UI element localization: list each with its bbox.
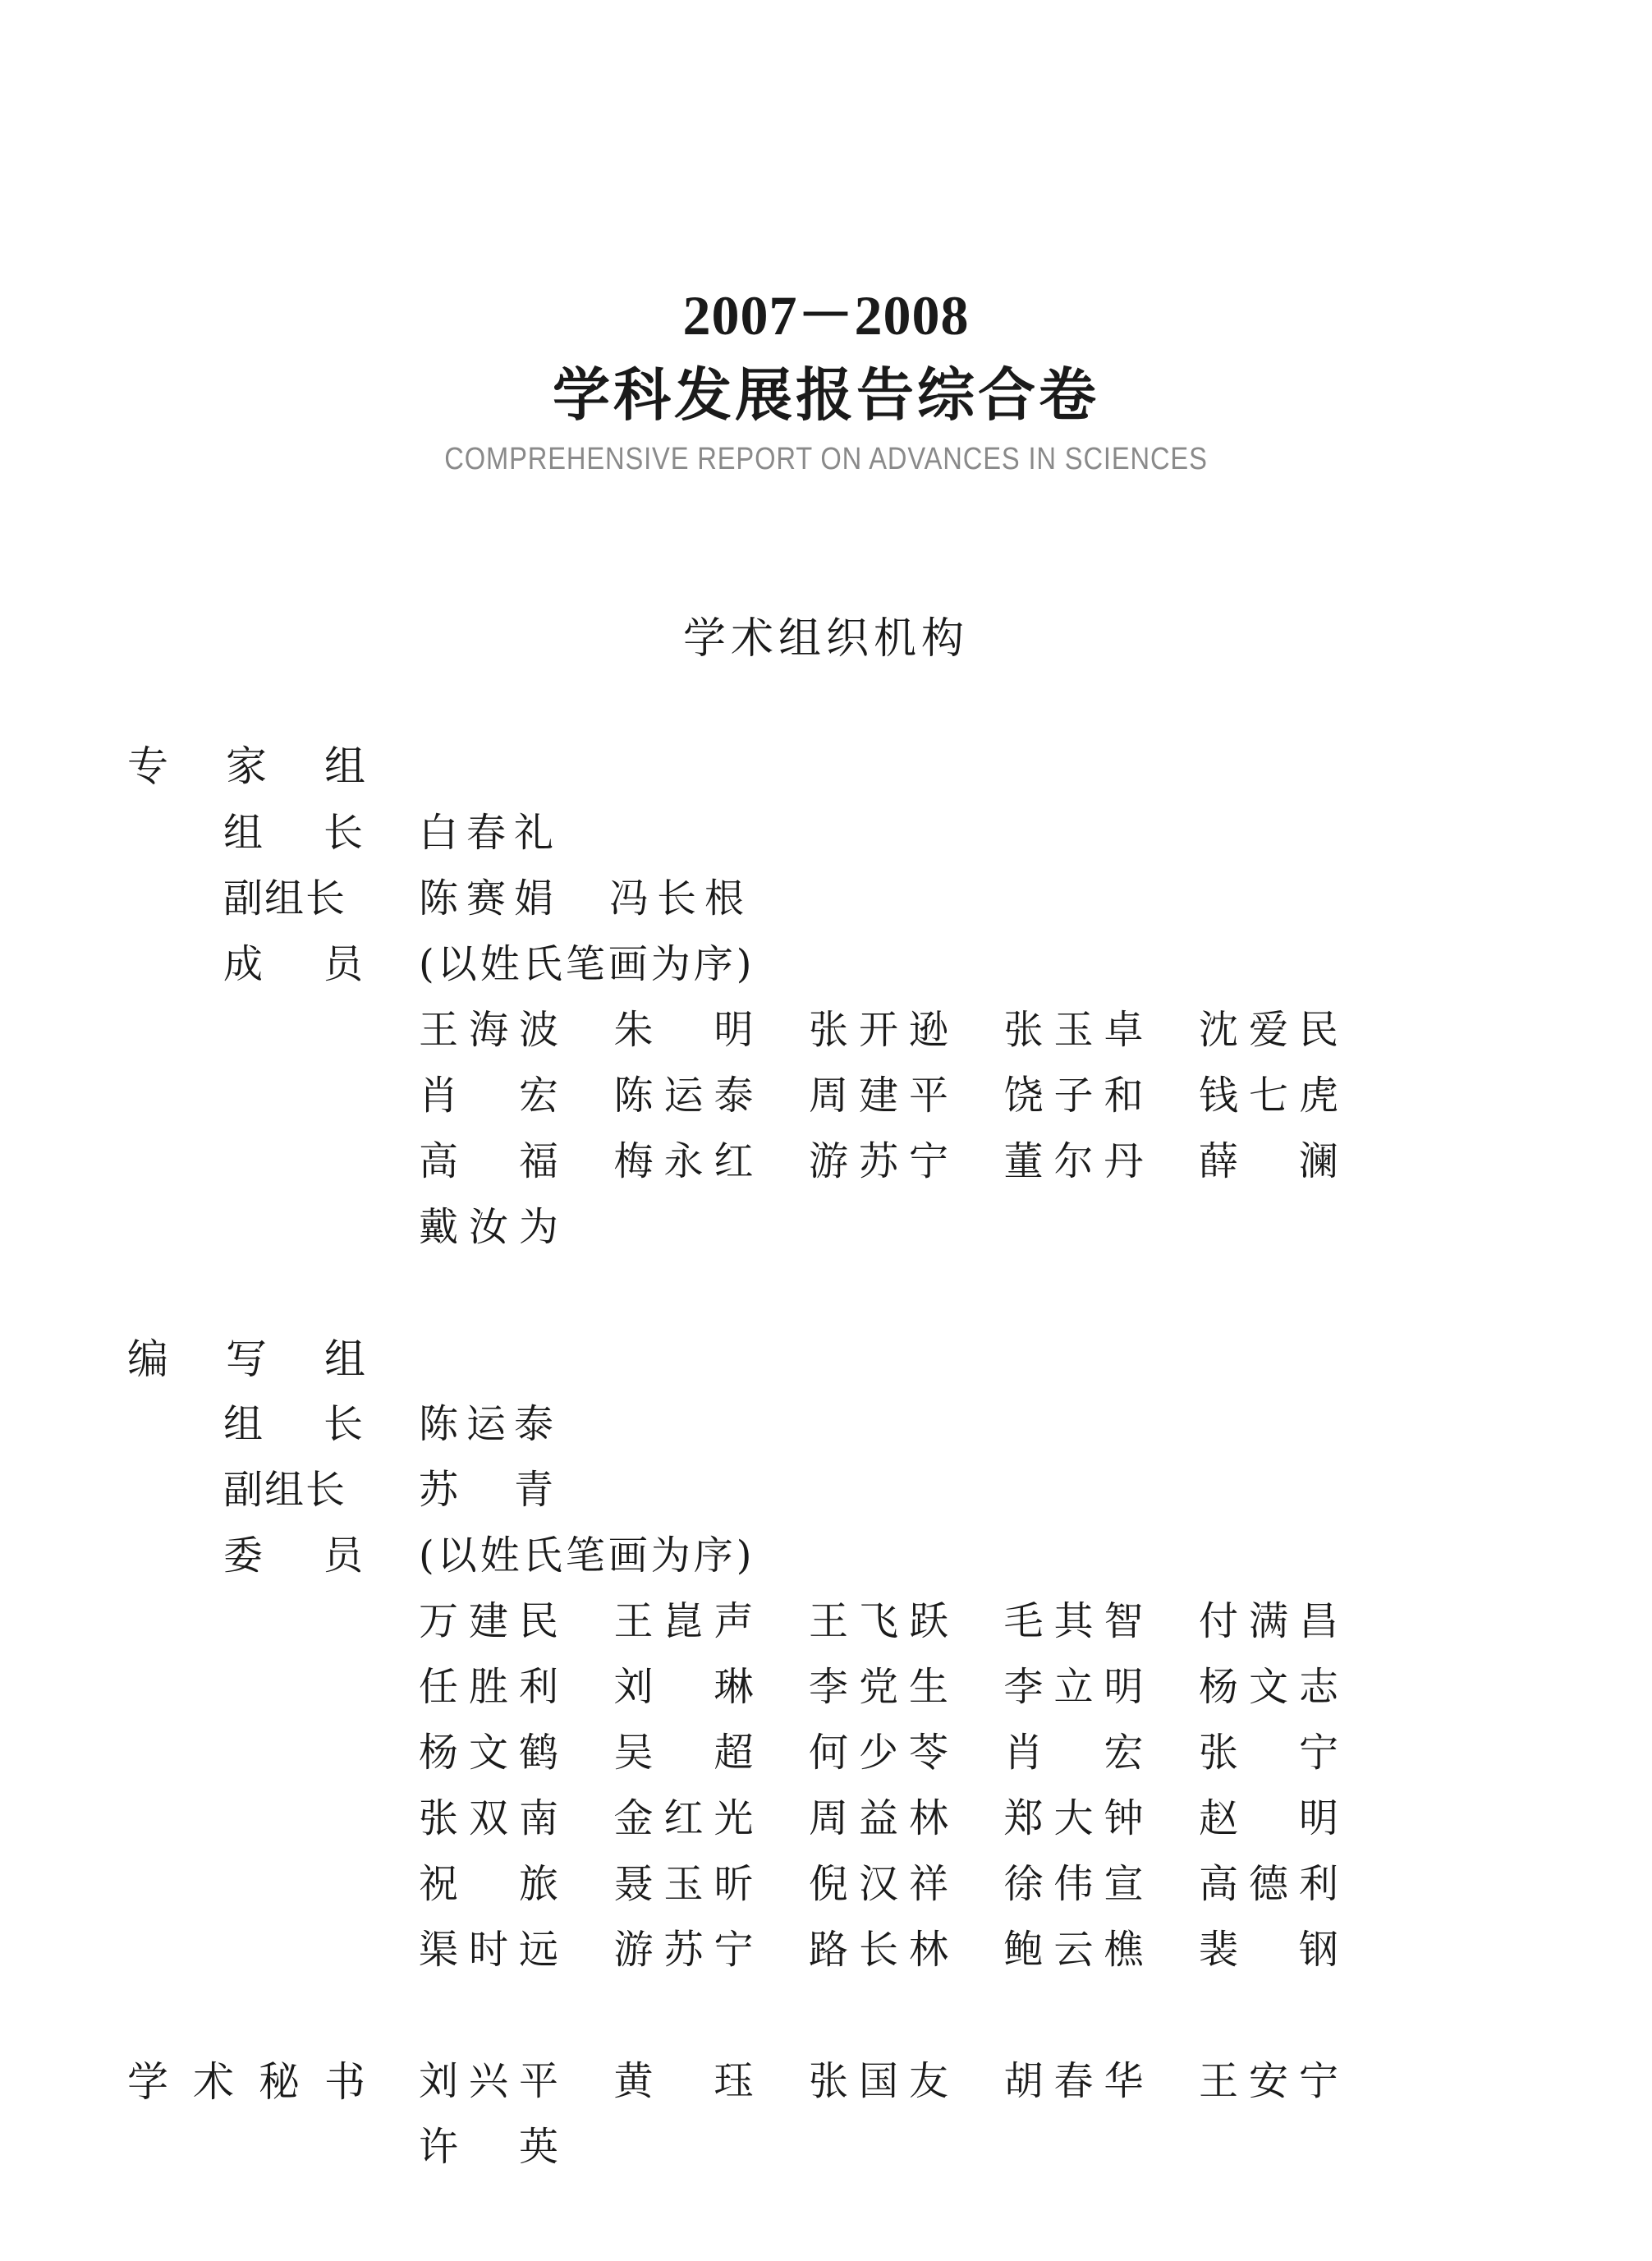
person-name: 任 胜 利	[419, 1664, 558, 1710]
expert-members-row	[419, 998, 1338, 1055]
person-name: 李 立 明	[1003, 1664, 1144, 1710]
expert-leader-name: 白春礼	[419, 810, 562, 856]
person-name: 何 少 苓	[809, 1730, 948, 1776]
expert-group-title	[127, 733, 365, 793]
label-text: 副组长	[223, 875, 347, 921]
secretaries-title-char: 秘	[259, 2058, 300, 2106]
person-name: 饶 子 和	[1003, 1073, 1144, 1119]
person-name: 高 福	[419, 1138, 558, 1184]
expert-leader-label	[223, 801, 363, 857]
person-name: 张 双 南	[419, 1795, 558, 1841]
person-name: 游 苏 宁	[613, 1927, 754, 1973]
person-name: 王 飞 跃	[809, 1598, 948, 1644]
person-name: 薛 澜	[1199, 1138, 1338, 1184]
writing-deputy-names: 苏 青	[419, 1467, 562, 1513]
english-subtitle: COMPREHENSIVE REPORT ON ADVANCES IN SCIENCES	[444, 442, 1208, 476]
writing-leader-name: 陈运泰	[419, 1401, 562, 1447]
expert-deputy-names: 陈赛娟 冯长根	[419, 875, 753, 921]
secretaries-row	[419, 2115, 1338, 2171]
person-name: 梅 永 红	[613, 1138, 754, 1184]
writing-members-row	[419, 1852, 1338, 1909]
label-char: 委	[223, 1533, 264, 1579]
person-name: 渠 时 远	[419, 1927, 558, 1973]
person-name: 周 益 林	[809, 1795, 948, 1841]
writing-leader-label	[223, 1392, 363, 1449]
person-name: 王 安 宁	[1199, 2058, 1338, 2104]
writing-members-row	[419, 1786, 1338, 1843]
person-name: 陈 运 泰	[613, 1073, 754, 1119]
person-name: 金 红 光	[613, 1795, 754, 1841]
expert-group-title-char: 家	[226, 742, 267, 790]
expert-deputy-label	[223, 866, 363, 923]
writing-order-note: (以姓氏笔画为序)	[419, 1533, 755, 1579]
label-text: 副组长	[223, 1467, 347, 1513]
person-name: 王 崑 声	[613, 1598, 754, 1644]
writing-group-title-char: 编	[127, 1335, 168, 1383]
person-name: 刘 琳	[613, 1664, 754, 1710]
person-name: 赵 明	[1199, 1795, 1338, 1841]
person-name: 吴 超	[613, 1730, 754, 1776]
writing-group-title-char: 组	[324, 1335, 365, 1383]
person-name: 游 苏 宁	[809, 1138, 948, 1184]
expert-group-title-char: 组	[324, 742, 365, 790]
person-name: 李 党 生	[809, 1664, 948, 1710]
label-char: 长	[323, 810, 363, 856]
writing-members-row	[419, 1655, 1338, 1712]
person-name: 沈 爱 民	[1199, 1007, 1338, 1053]
expert-order-note: (以姓氏笔画为序)	[419, 941, 755, 987]
person-name: 毛 其 智	[1003, 1598, 1144, 1644]
section-heading: 学术组织机构	[682, 614, 969, 664]
writing-group-title	[127, 1326, 365, 1386]
person-name: 杨 文 鹤	[419, 1730, 558, 1776]
expert-group-title-char: 专	[127, 742, 168, 790]
secretaries-title	[127, 2049, 365, 2108]
page-title: 学科发展报告综合卷	[553, 361, 1099, 429]
writing-members-row	[419, 1589, 1338, 1646]
person-name: 许 英	[419, 2124, 558, 2170]
person-name: 王 海 波	[419, 1007, 558, 1053]
writing-members-row	[419, 1721, 1338, 1777]
expert-members-row	[419, 1129, 1338, 1186]
year-range: 2007－2008	[682, 284, 970, 347]
label-char: 组	[223, 810, 264, 856]
writing-members-label	[223, 1523, 363, 1580]
expert-members-row	[419, 1195, 1338, 1252]
person-name: 张 玉 卓	[1003, 1007, 1144, 1053]
writing-members-row	[419, 1918, 1338, 1974]
person-name: 张 宁	[1199, 1730, 1338, 1776]
person-name: 董 尔 丹	[1003, 1138, 1144, 1184]
person-name: 杨 文 志	[1199, 1664, 1338, 1710]
person-name: 路 长 林	[809, 1927, 948, 1973]
person-name: 祝 旅	[419, 1861, 558, 1907]
label-char: 长	[323, 1401, 363, 1447]
secretaries-title-char: 书	[324, 2058, 365, 2106]
expert-members-label	[223, 932, 363, 989]
person-name: 张 国 友	[809, 2058, 948, 2104]
person-name: 刘 兴 平	[419, 2058, 558, 2104]
person-name: 黄 珏	[613, 2058, 754, 2104]
person-name: 肖 宏	[419, 1073, 558, 1119]
label-char: 员	[323, 1533, 363, 1579]
writing-deputy-label	[223, 1458, 363, 1514]
person-name: 张 开 逊	[809, 1007, 948, 1053]
person-name: 肖 宏	[1003, 1730, 1144, 1776]
person-name: 郑 大 钟	[1003, 1795, 1144, 1841]
person-name: 周 建 平	[809, 1073, 948, 1119]
person-name: 付 满 昌	[1199, 1598, 1338, 1644]
person-name: 鲍 云 樵	[1003, 1927, 1144, 1973]
label-char: 组	[223, 1401, 264, 1447]
expert-members-row	[419, 1064, 1338, 1120]
person-name: 裴 钢	[1199, 1927, 1338, 1973]
secretaries-title-char: 学	[127, 2058, 168, 2106]
secretaries-title-char: 术	[193, 2058, 234, 2106]
person-name: 万 建 民	[419, 1598, 558, 1644]
writing-group-title-char: 写	[226, 1335, 267, 1383]
secretaries-row	[419, 2049, 1338, 2106]
person-name: 倪 汉 祥	[809, 1861, 948, 1907]
label-char: 成	[223, 941, 264, 987]
person-name: 高 德 利	[1199, 1861, 1338, 1907]
person-name: 朱 明	[613, 1007, 754, 1053]
person-name: 戴 汝 为	[419, 1204, 558, 1250]
person-name: 徐 伟 宣	[1003, 1861, 1144, 1907]
person-name: 钱 七 虎	[1199, 1073, 1338, 1119]
person-name: 胡 春 华	[1003, 2058, 1144, 2104]
person-name: 聂 玉 昕	[613, 1861, 754, 1907]
label-char: 员	[323, 941, 363, 987]
